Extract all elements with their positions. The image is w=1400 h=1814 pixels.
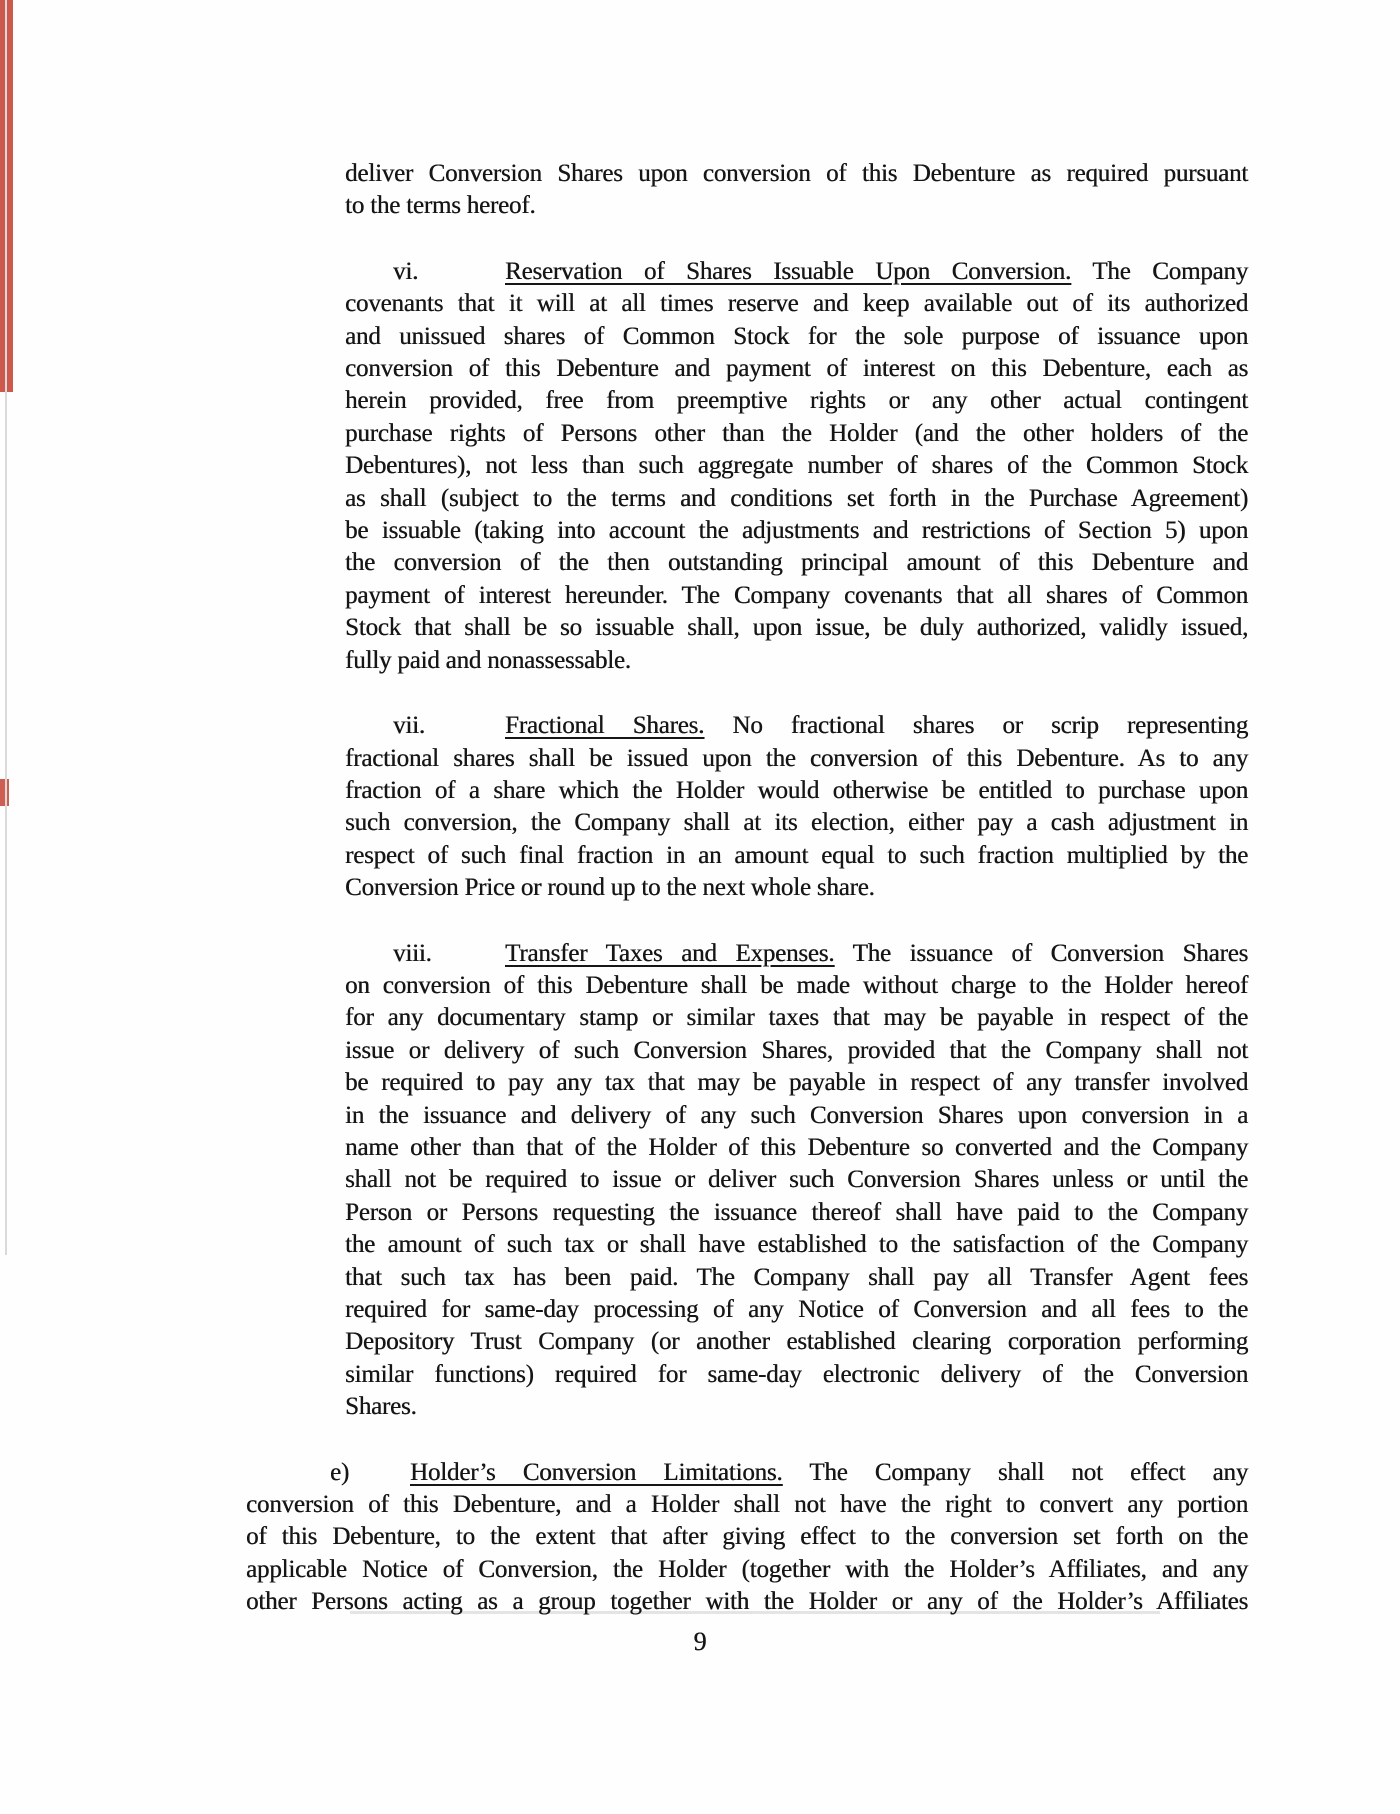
text-line: Debentures), not less than such aggregate number of shares of the Common Stock bbox=[345, 452, 1248, 480]
paragraph-label: vii. bbox=[393, 712, 425, 740]
paragraph-label: e) bbox=[330, 1458, 350, 1486]
text-line: shall not be required to issue or deliver such Conversion Shares unless or until the bbox=[345, 1166, 1248, 1194]
text-line: the amount of such tax or shall have established to the satisfaction of the Company bbox=[345, 1231, 1248, 1259]
paragraph-label: vi. bbox=[393, 257, 419, 285]
text-line: deliver Conversion Shares upon conversion of this Debenture as required pursuant bbox=[345, 160, 1248, 187]
text-line: name other than that of the Holder of this Debenture so converted and the Company bbox=[345, 1133, 1248, 1161]
text-line: respect of such final fraction in an amount equal to such fraction multiplied by the bbox=[345, 841, 1248, 869]
paragraph-label: viii. bbox=[393, 939, 432, 967]
document-text-body bbox=[246, 158, 1248, 1619]
text-line: in the issuance and delivery of any such Conversion Shares upon conversion in a bbox=[345, 1101, 1248, 1129]
text-line: fractional shares shall be issued upon the conversion of this Debenture. As to any bbox=[345, 744, 1248, 772]
paragraph-e bbox=[246, 1457, 1248, 1619]
text-line: vii. Fractional Shares. No fractional shares or scrip representing bbox=[345, 710, 1248, 742]
paragraph-vi bbox=[345, 256, 1248, 677]
paragraph-heading: Reservation of Shares Issuable Upon Conversion. bbox=[505, 257, 1071, 285]
paragraph-heading: Holder’s Conversion Limitations. bbox=[410, 1458, 783, 1486]
text-line: conversion of this Debenture, and a Holder shall not have the right to convert any portion bbox=[246, 1491, 1248, 1519]
paragraph-continuation bbox=[345, 158, 1248, 223]
text-line: such conversion, the Company shall at its election, either pay a cash adjustment in bbox=[345, 809, 1248, 837]
text-line: conversion of this Debenture and payment of interest on this Debenture, each as bbox=[345, 355, 1248, 383]
text-line: purchase rights of Persons other than the Holder (and the other holders of the bbox=[345, 419, 1248, 447]
text-line: fraction of a share which the Holder would otherwise be entitled to purchase upon bbox=[345, 776, 1248, 804]
paragraph-vii bbox=[345, 710, 1248, 904]
text-line: Person or Persons requesting the issuance thereof shall have paid to the Company bbox=[345, 1198, 1248, 1226]
text-line: the conversion of the then outstanding principal amount of this Debenture and bbox=[345, 549, 1248, 577]
text-line: herein provided, free from preemptive rights or any other actual contingent bbox=[345, 387, 1248, 415]
paragraph-viii bbox=[345, 938, 1248, 1424]
text-line: and unissued shares of Common Stock for the sole purpose of issuance upon bbox=[345, 322, 1248, 350]
text-line: applicable Notice of Conversion, the Holder (together with the Holder’s Affiliates, and any bbox=[246, 1555, 1248, 1583]
text-line: of this Debenture, to the extent that after giving effect to the conversion set forth on the bbox=[246, 1523, 1248, 1551]
text-line: be issuable (taking into account the adjustments and restrictions of Section 5) upon bbox=[345, 517, 1248, 545]
paragraph-heading: Fractional Shares. bbox=[505, 712, 705, 740]
text-line: viii. Transfer Taxes and Expenses. The issuance of Conversion Shares bbox=[345, 938, 1248, 970]
text-line: Depository Trust Company (or another established clearing corporation performing bbox=[345, 1328, 1248, 1356]
text-line: on conversion of this Debenture shall be made without charge to the Holder hereof bbox=[345, 971, 1248, 999]
text-line: issue or delivery of such Conversion Shares, provided that the Company shall not bbox=[345, 1036, 1248, 1064]
text-line: for any documentary stamp or similar taxes that may be payable in respect of the bbox=[345, 1004, 1248, 1032]
text-line: Conversion Price or round up to the next whole share. bbox=[345, 874, 875, 902]
text-line: that such tax has been paid. The Company shall pay all Transfer Agent fees bbox=[345, 1263, 1248, 1291]
text-line: similar functions) required for same-day electronic delivery of the Conversion bbox=[345, 1360, 1248, 1388]
text-line: fully paid and nonassessable. bbox=[345, 646, 631, 674]
text-line: Stock that shall be so issuable shall, upon issue, be duly authorized, validly issued, bbox=[345, 614, 1248, 642]
scan-edge-line bbox=[5, 0, 7, 1255]
paragraph-heading: Transfer Taxes and Expenses. bbox=[505, 939, 835, 967]
text-line: other Persons acting as a group together with the Holder or any of the Holder’s Affiliates bbox=[246, 1588, 1248, 1616]
text-line: as shall (subject to the terms and conditions set forth in the Purchase Agreement) bbox=[345, 484, 1248, 512]
text-line: required for same-day processing of any Notice of Conversion and all fees to the bbox=[345, 1296, 1248, 1323]
page-number: 9 bbox=[693, 1627, 707, 1656]
text-line: payment of interest hereunder. The Company covenants that all shares of Common bbox=[345, 581, 1248, 609]
text-line: covenants that it will at all times reserve and keep available out of its authorized bbox=[345, 290, 1248, 318]
text-line: e) Holder’s Conversion Limitations. The Company shall not effect any bbox=[246, 1457, 1248, 1489]
text-line: vi. Reservation of Shares Issuable Upon Conversion. The Company bbox=[345, 256, 1248, 288]
text-line: be required to pay any tax that may be payable in respect of any transfer involved bbox=[345, 1069, 1248, 1097]
text-line: to the terms hereof. bbox=[345, 192, 536, 220]
text-line: Shares. bbox=[345, 1393, 417, 1421]
